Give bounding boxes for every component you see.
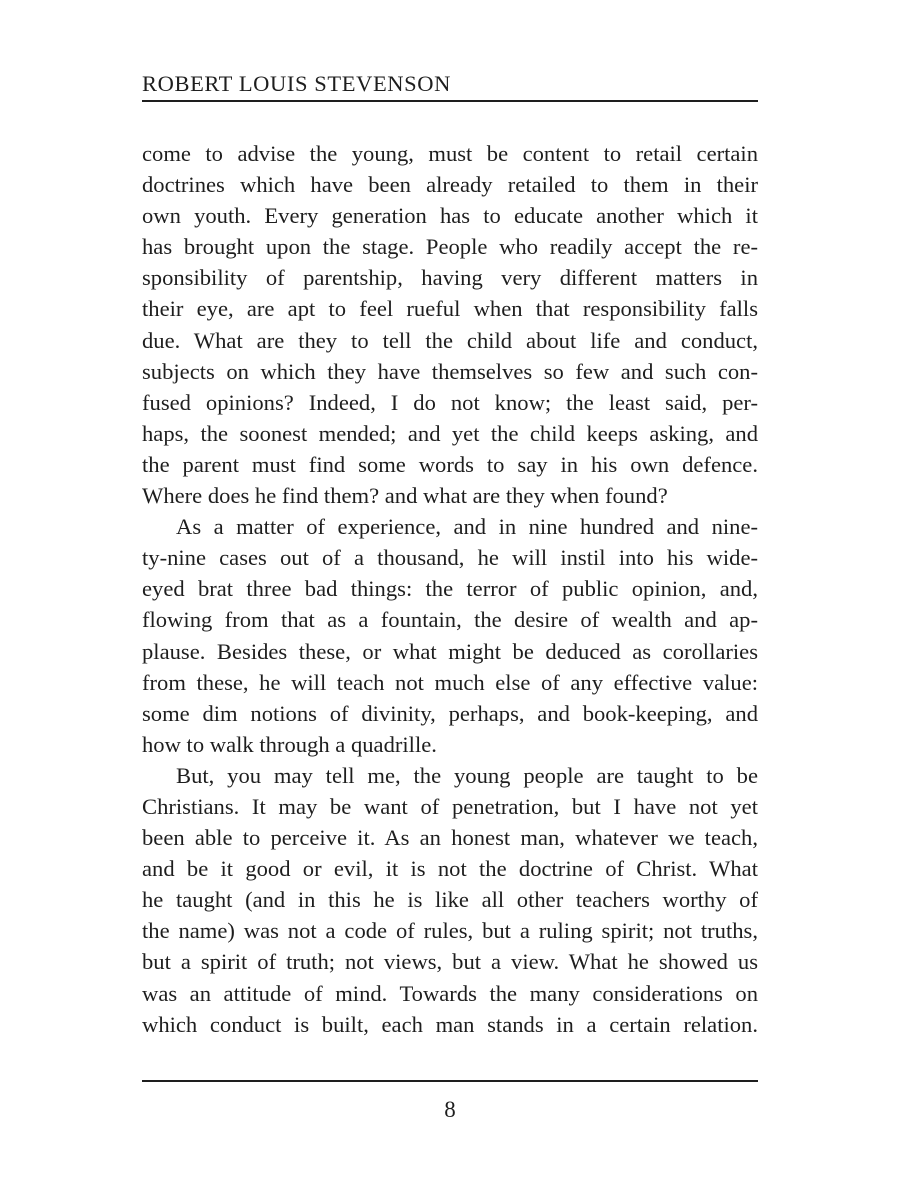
- paragraph: [142, 138, 758, 511]
- text-line: ty-nine cases out of a thousand, he will instil into his wide-: [142, 545, 758, 571]
- text-line: plause. Besides these, or what might be deduced as corollaries: [142, 638, 758, 664]
- text-line: fused opinions? Indeed, I do not know; the least said, per-: [142, 389, 758, 415]
- text-line: flowing from that as a fountain, the desire of wealth and ap-: [142, 607, 758, 633]
- text-line: Where does he find them? and what are they when found?: [142, 483, 668, 509]
- text-line: the parent must find some words to say in his own defence.: [142, 451, 758, 477]
- running-head: ROBERT LOUIS STEVENSON: [142, 71, 451, 96]
- text-line: some dim notions of divinity, perhaps, and book-keeping, and: [142, 700, 758, 726]
- text-line: the name) was not a code of rules, but a ruling spirit; not truths,: [142, 918, 758, 944]
- text-line: doctrines which have been already retailed to them in their: [142, 172, 758, 198]
- text-line: As a matter of experience, and in nine hundred and nine-: [176, 514, 758, 540]
- page-body: [142, 138, 758, 1040]
- text-line: and be it good or evil, it is not the doctrine of Christ. What: [142, 856, 758, 882]
- text-line: Christians. It may be want of penetration, but I have not yet: [142, 793, 758, 819]
- text-line: subjects on which they have themselves so few and such con-: [142, 358, 758, 384]
- text-line: eyed brat three bad things: the terror of public opinion, and,: [142, 576, 758, 602]
- header-rule: [142, 100, 758, 102]
- text-line: haps, the soonest mended; and yet the child keeps asking, and: [142, 420, 758, 446]
- text-line: has brought upon the stage. People who readily accept the re-: [142, 234, 758, 260]
- paragraph: [142, 511, 758, 760]
- text-line: from these, he will teach not much else of any effective value:: [142, 669, 758, 695]
- text-line: due. What are they to tell the child about life and conduct,: [142, 327, 758, 353]
- footer-rule: [142, 1080, 758, 1082]
- text-line: but a spirit of truth; not views, but a view. What he showed us: [142, 949, 758, 975]
- text-line: been able to perceive it. As an honest man, whatever we teach,: [142, 825, 758, 851]
- paragraph: [142, 760, 758, 1040]
- text-line: their eye, are apt to feel rueful when that responsibility falls: [142, 296, 758, 322]
- text-line: own youth. Every generation has to educate another which it: [142, 203, 758, 229]
- text-line: was an attitude of mind. Towards the many considerations on: [142, 980, 758, 1006]
- text-line: But, you may tell me, the young people are taught to be: [176, 762, 758, 788]
- text-line: come to advise the young, must be content to retail certain: [142, 141, 758, 166]
- page-number: 8: [444, 1097, 456, 1122]
- text-line: which conduct is built, each man stands in a certain relation.: [142, 1011, 758, 1037]
- text-line: how to walk through a quadrille.: [142, 731, 437, 757]
- text-line: sponsibility of parentship, having very different matters in: [142, 265, 758, 291]
- text-line: he taught (and in this he is like all other teachers worthy of: [142, 887, 758, 913]
